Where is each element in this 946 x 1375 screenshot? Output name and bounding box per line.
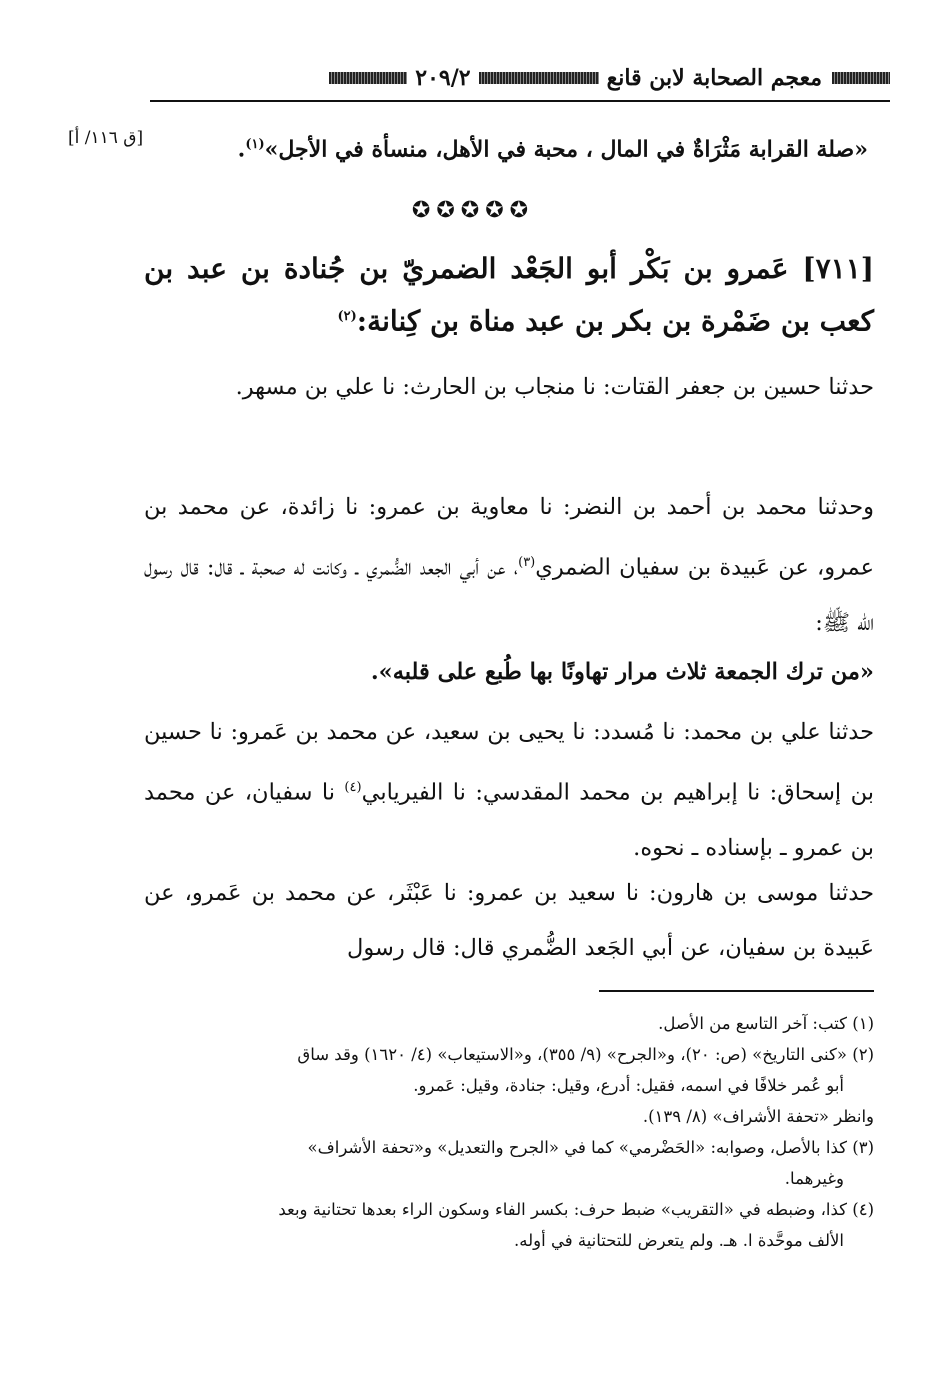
footnote-text: كذا، وضبطه في «التقريب» ضبط حرف: بكسر الفاء وسكون الراء بعدها تحتانية وبعد xyxy=(278,1200,847,1219)
footnote-ref-3: (٣) xyxy=(518,555,536,570)
footnote-continuation: أبو عُمر خلافًا في اسمه، فقيل: أدرع، وقيل: جنادة، وقيل: عَمرو. xyxy=(413,1076,844,1095)
running-header xyxy=(150,58,890,98)
paragraph-1: حدثنا حسين بن جعفر القتات: نا منجاب بن الحارث: نا علي بن مسهر. xyxy=(235,374,874,400)
paragraph-2-part-b: ، عن أبي الجعد الضُّمري ـ وكانت له صحبة ـ قال: قال رسول الله ﷺ: xyxy=(144,554,874,636)
footnote-separator xyxy=(599,990,874,992)
footnote-text: كتب: آخر التاسع من الأصل. xyxy=(658,1014,847,1033)
footnote-1 xyxy=(139,1008,874,1039)
header-ornament-middle xyxy=(479,72,599,84)
entry-title-text: عَمرو بن بَكْر أبو الجَعْد الضمريّ بن جُنادة بن عبد بن كعب بن ضَمْرة بن بكر بن عبد مناة بن كِنانة: xyxy=(144,252,874,338)
footnote-text: كذا بالأصل، وصوابه: «الحَضْرمي» كما في «الجرح والتعديل» و«تحفة الأشراف» xyxy=(307,1138,847,1157)
footnote-ref-2: (٢) xyxy=(337,309,357,324)
paragraph-4-part-a: حدثنا علي بن محمد: نا مُسدد: نا يحيى بن سعيد، عن محمد بن عَمرو: نا حسين بن إسحاق: نا إبراهيم بن محمد المقدسي: نا الفيريابي xyxy=(144,719,874,806)
hadith-text: «من ترك الجمعة ثلاث مرار تهاونًا بها طُبع على قلبه». xyxy=(370,659,874,685)
top-hadith-text: «صلة القرابة مَثْرَاةٌ في المال ، محبة في الأهل، منسأة في الأجل» xyxy=(264,136,868,163)
footnote-number: (٤) xyxy=(852,1200,874,1219)
footnote-2 xyxy=(139,1039,874,1132)
footnote-ref-4: (٤) xyxy=(344,780,362,795)
footnote-number: (٣) xyxy=(852,1138,874,1157)
header-page-number: ٢٠٩/٢ xyxy=(415,65,471,91)
paragraph-5: حدثنا موسى بن هارون: نا سعيد بن عمرو: نا عَبْثَر، عن محمد بن عَمرو، عن عَبيدة بن سفيان، عن أبي الجَعد الضُّمري قال: قال رسول xyxy=(144,880,874,961)
top-hadith: «صلة القرابة مَثْرَاةٌ في المال ، محبة في الأهل، منسأة في الأجل»$^{(١)}$. xyxy=(237,136,868,163)
footnotes xyxy=(139,1008,874,1256)
header-title: معجم الصحابة لابن قانع xyxy=(606,65,822,91)
section-separator-stars: ✪✪✪✪✪ xyxy=(411,198,535,223)
footnote-text: «كنى التاريخ» (ص: ٢٠)، و«الجرح» (٩/ ٣٥٥)، و«الاستيعاب» (٤/ ١٦٢٠) وقد ساق xyxy=(297,1045,847,1064)
footnote-ref-1: (١) xyxy=(245,137,265,152)
footnote-number: (١) xyxy=(852,1014,874,1033)
paragraph-2 xyxy=(144,480,874,651)
footnote-4 xyxy=(139,1194,874,1256)
footnote-continuation: وغيرهما. xyxy=(784,1169,844,1188)
manuscript-folio-reference: [ق ١١٦/ أ] xyxy=(68,128,144,148)
footnote-continuation: الألف موحَّدة ا. هـ. ولم يتعرض للتحتانية في أوله. xyxy=(514,1231,844,1250)
header-ornament-right xyxy=(832,72,890,84)
entry-number: [٧١١] xyxy=(802,252,874,285)
paragraph-4-part-b: نا سفيان، عن محمد بن عمرو ـ بإسناده ـ نحوه. xyxy=(144,779,874,861)
header-ornament-left xyxy=(329,72,407,84)
paragraph-4 xyxy=(144,705,874,876)
footnote-3 xyxy=(139,1132,874,1194)
footnote-number: (٢) xyxy=(852,1045,874,1064)
header-rule xyxy=(150,100,890,102)
entry-heading xyxy=(144,245,874,345)
footnote-continuation: وانظر «تحفة الأشراف» (٨/ ١٣٩). xyxy=(642,1107,874,1126)
paragraph-2-part-a: وحدثنا محمد بن أحمد بن النضر: نا معاوية بن عمرو: نا زائدة، عن محمد بن عمرو، عن عَبيدة بن سفيان الضمري xyxy=(144,494,874,581)
